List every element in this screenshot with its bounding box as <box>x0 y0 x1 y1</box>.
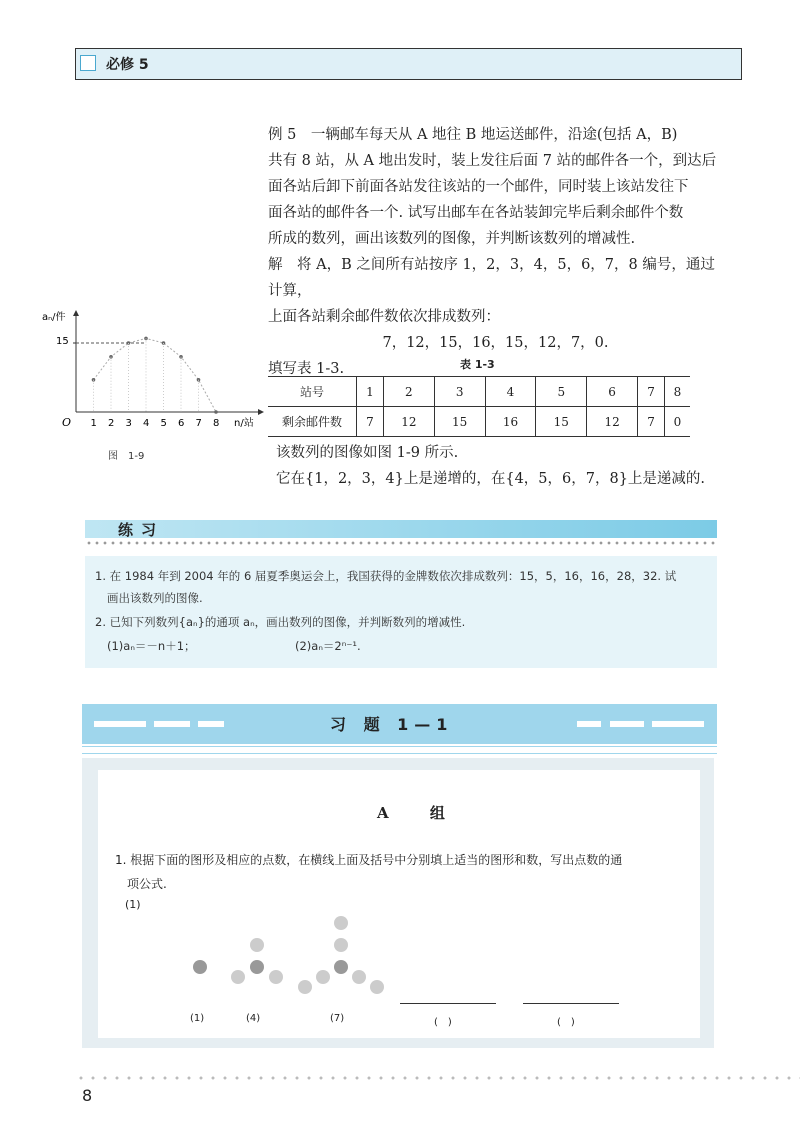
fill-table-text: 填写表 1-3. <box>268 361 345 377</box>
table-cell: 6 <box>587 377 638 407</box>
table-cell: 站号 <box>268 377 357 407</box>
y-axis-label: aₙ/件 <box>42 312 66 323</box>
x-tick-label: 7 <box>195 418 202 429</box>
band-strip <box>154 721 190 727</box>
trend-curve <box>94 338 217 412</box>
data-point <box>109 355 113 359</box>
band-strip <box>610 721 644 727</box>
band-strip <box>652 721 704 727</box>
dot-icon <box>298 980 312 994</box>
table-cell: 2 <box>383 377 434 407</box>
data-point <box>179 355 183 359</box>
exercise-q1: 1. 在 1984 年到 2004 年的 6 届夏季奥运会上，我国获得的金牌数依次排成数列：15，5，16，16，28，32. 试 <box>95 569 677 583</box>
exercise-title: 练习 <box>118 521 165 539</box>
dot-icon <box>352 970 366 984</box>
footer-dotted-divider <box>75 1075 800 1081</box>
exercise-band <box>85 520 717 538</box>
band-strip <box>94 721 146 727</box>
dot-icon <box>334 938 348 952</box>
conclusion <box>276 440 716 492</box>
x-tick-label: 3 <box>125 418 132 429</box>
data-point <box>92 378 96 382</box>
problem-q1-line: 1. 根据下面的图形及相应的点数，在横线上面及括号中分别填上适当的图形和数，写出点数的通 <box>115 853 623 867</box>
x-tick-label: 6 <box>178 418 185 429</box>
exercise-q2: 2. 已知下列数列{aₙ}的通项 aₙ，画出数列的图像，并判断数列的增减性. <box>95 615 466 629</box>
table-cell: 15 <box>536 407 587 437</box>
dot-icon <box>269 970 283 984</box>
solution-line: 上面各站剩余邮件数依次排成数列： <box>268 309 500 325</box>
table-cell: 12 <box>587 407 638 437</box>
table-cell: 剩余邮件数 <box>268 407 357 437</box>
x-axis-label: n/站 <box>234 418 254 429</box>
blank-line <box>523 1003 619 1004</box>
dot-icon <box>231 970 245 984</box>
x-tick-label: 1 <box>90 418 97 429</box>
problem-q1-sub: (1) <box>125 898 141 911</box>
table-cell: 4 <box>485 377 536 407</box>
table-cell: 8 <box>665 377 691 407</box>
blank-line <box>400 1003 496 1004</box>
dot-icon <box>334 916 348 930</box>
dot-figures <box>180 905 400 1005</box>
example-line: 面各站的邮件各一个. 试写出邮车在各站装卸完毕后剩余邮件个数 <box>268 205 684 221</box>
table-cell: 3 <box>434 377 485 407</box>
problem-q1-line: 项公式. <box>127 877 167 891</box>
figure-label: (4) <box>246 1013 261 1024</box>
y-tick-label: 15 <box>56 336 69 347</box>
table-cell: 7 <box>357 407 384 437</box>
group-title: A 组 <box>377 804 463 822</box>
exercise-q1-cont: 画出该数列的图像. <box>107 591 203 605</box>
figure-caption: 图 1-9 <box>108 451 145 462</box>
figure-label: (1) <box>190 1013 205 1024</box>
solution-line: 解 将 A，B 之间所有站按序 1，2，3，4，5，6，7，8 编号，通过计算， <box>268 257 715 299</box>
example-line: 面各站后卸下前面各站发往该站的一个邮件，同时装上该站发往下 <box>268 179 689 195</box>
table-row <box>268 407 690 437</box>
dot-icon <box>334 960 348 974</box>
page-header <box>75 48 742 80</box>
dot-icon <box>370 980 384 994</box>
x-axis-arrow-icon <box>258 409 264 415</box>
data-table <box>268 376 690 437</box>
table-row <box>268 377 690 407</box>
origin-label: O <box>62 416 72 429</box>
dot-icon <box>316 970 330 984</box>
header-square-icon <box>80 55 96 71</box>
table-cell: 1 <box>357 377 384 407</box>
x-tick-label: 5 <box>160 418 167 429</box>
x-tick-label: 8 <box>213 418 220 429</box>
data-point <box>197 378 201 382</box>
table-cell: 12 <box>383 407 434 437</box>
figure-label: ( ) <box>434 1017 452 1028</box>
header-title: 必修 5 <box>106 57 149 73</box>
band-strip <box>577 721 601 727</box>
x-tick-label: 2 <box>108 418 115 429</box>
problems-band-underline <box>82 746 717 754</box>
problem-q1 <box>115 848 700 896</box>
problems-title: 习 题 1—1 <box>330 715 454 734</box>
exercise-box <box>85 556 717 668</box>
table-cell: 7 <box>638 377 665 407</box>
example-line: 共有 8 站，从 A 地出发时，装上发往后面 7 站的邮件各一个，到达后 <box>268 153 717 169</box>
table-caption: 表 1-3 <box>460 358 495 371</box>
figure-label: ( ) <box>557 1017 575 1028</box>
band-strip <box>198 721 224 727</box>
dot-icon <box>250 960 264 974</box>
page-number: 8 <box>82 1086 93 1105</box>
exercise-q2-part2: (2)aₙ＝2ⁿ⁻¹. <box>295 639 361 653</box>
x-tick-label: 4 <box>143 418 150 429</box>
conclusion-line: 它在{1，2，3，4}上是递增的，在{4，5，6，7，8}上是递减的. <box>276 471 706 487</box>
table-cell: 15 <box>434 407 485 437</box>
example-line: 例 5 一辆邮车每天从 A 地往 B 地运送邮件，沿途(包括 A，B) <box>268 127 678 143</box>
sequence-graph <box>38 308 268 438</box>
dot-icon <box>193 960 207 974</box>
figure-label: (7) <box>330 1013 345 1024</box>
example-5 <box>268 122 723 382</box>
exercise-q2-part1: (1)aₙ＝－n＋1； <box>107 639 196 653</box>
table-cell: 16 <box>485 407 536 437</box>
dot-icon <box>250 938 264 952</box>
sequence: 7，12，15，16，15，12，7，0. <box>382 335 609 351</box>
conclusion-line: 该数列的图像如图 1-9 所示. <box>276 445 459 461</box>
example-line: 所成的数列，画出该数列的图像，并判断该数列的增减性. <box>268 231 636 247</box>
y-axis-arrow-icon <box>73 310 79 316</box>
table-cell: 0 <box>665 407 691 437</box>
dotted-divider <box>85 540 717 546</box>
table-cell: 7 <box>638 407 665 437</box>
table-cell: 5 <box>536 377 587 407</box>
